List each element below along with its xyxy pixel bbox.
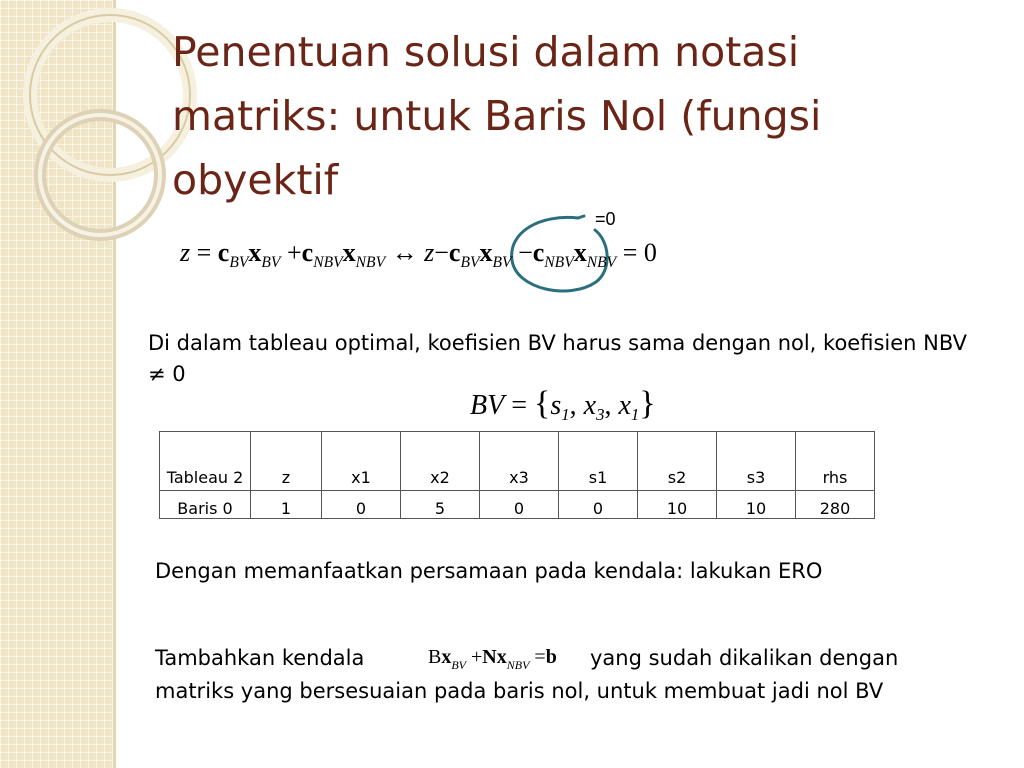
eq-zero: 0: [643, 238, 657, 267]
con-sub-nbv: NBV: [506, 658, 530, 672]
decorative-rings: [0, 0, 200, 260]
con-equals: =: [534, 646, 546, 668]
bv-right-brace: }: [639, 385, 656, 422]
header-cell: x1: [322, 432, 401, 491]
header-cell: z: [251, 432, 322, 491]
eq-plus: +: [286, 238, 302, 267]
eq-sub-bv: BV: [229, 254, 249, 271]
title-line-1: Penentuan solusi dalam notasi: [172, 28, 800, 76]
table-header-row: [160, 432, 875, 491]
eq-sub-nbv: NBV: [586, 254, 617, 271]
eq-sub-bv: BV: [492, 254, 512, 271]
eq-equals: =: [196, 238, 212, 267]
row-cell: 5: [401, 491, 480, 519]
row-cell: 0: [559, 491, 638, 519]
con-b-vector: b: [545, 646, 557, 668]
tableau-table: [159, 431, 875, 519]
row-cell: 0: [322, 491, 401, 519]
header-cell: rhs: [796, 432, 875, 491]
row-cell: Baris 0: [160, 491, 251, 519]
title-line-2: matriks: untuk Baris Nol (fungsi: [172, 92, 822, 140]
row-cell: 10: [638, 491, 717, 519]
decorative-ring-outer-edge: [30, 15, 190, 175]
bv-lhs: BV: [470, 390, 505, 421]
con-x: x: [496, 646, 507, 668]
paragraph-add-constraint-end: yang sudah dikalikan dengan: [590, 646, 899, 670]
paragraph-optimal-tableau: Di dalam tableau optimal, koefisien BV harus sama dengan nol, koefisien NBV ≠ 0: [148, 331, 967, 386]
row-cell: 1: [251, 491, 322, 519]
eq-sub-nbv: NBV: [544, 254, 574, 271]
header-cell: s3: [717, 432, 796, 491]
con-b-matrix: B: [428, 646, 442, 668]
eq-x: x: [248, 238, 262, 267]
eq-equals: =: [622, 238, 638, 267]
bv-var: x: [618, 390, 631, 421]
eq-x: x: [573, 238, 587, 267]
header-cell: x2: [401, 432, 480, 491]
row-cell: 280: [796, 491, 875, 519]
title-line-3: obyektif: [172, 156, 339, 204]
eq-x: x: [342, 238, 356, 267]
zero-annotation: =0: [595, 209, 616, 229]
bv-equals: =: [511, 390, 528, 421]
eq-x: x: [479, 238, 493, 267]
eq-sub-nbv: NBV: [355, 254, 386, 271]
constraint-equation: [428, 646, 557, 673]
con-x: x: [441, 646, 452, 668]
eq-iff-arrow: ↔: [391, 238, 418, 267]
con-n-matrix: N: [482, 646, 497, 668]
row-cell: 0: [480, 491, 559, 519]
paragraph-add-constraint-line2: matriks yang bersesuaian pada baris nol, untuk membuat jadi nol BV: [155, 679, 884, 703]
eq-minus: −: [518, 238, 533, 267]
eq-z: z: [424, 238, 435, 267]
con-sub-bv: BV: [451, 658, 467, 672]
eq-c: c: [301, 238, 314, 267]
header-cell: x3: [480, 432, 559, 491]
slide-title: [172, 20, 972, 212]
header-cell: Tableau 2: [160, 432, 251, 491]
eq-c: c: [532, 238, 545, 267]
eq-c: c: [217, 238, 230, 267]
bv-var: s: [550, 390, 562, 421]
eq-sub-nbv: NBV: [313, 254, 343, 271]
eq-sub-bv: BV: [261, 254, 281, 271]
paragraph-ero: Dengan memanfaatkan persamaan pada kendala: lakukan ERO: [155, 559, 823, 583]
objective-equation: [180, 238, 657, 278]
row-cell: 10: [717, 491, 796, 519]
con-plus: +: [471, 646, 483, 668]
eq-c: c: [448, 238, 461, 267]
header-cell: s1: [559, 432, 638, 491]
header-cell: s2: [638, 432, 717, 491]
paragraph-add-constraint-start: Tambahkan kendala: [155, 646, 365, 670]
bv-left-brace: {: [534, 385, 551, 422]
bv-sub: 1: [561, 405, 570, 424]
bv-sub: 1: [630, 405, 640, 424]
eq-sub-bv: BV: [460, 254, 480, 271]
eq-z: z: [180, 238, 191, 267]
bv-sub: 3: [596, 405, 605, 424]
table-row: [160, 491, 875, 519]
bv-var: x: [583, 390, 597, 421]
basic-variables-equation: BV = {$s_1$, $x_3$, $x_1$}: [470, 385, 656, 424]
eq-minus: −: [434, 238, 449, 267]
